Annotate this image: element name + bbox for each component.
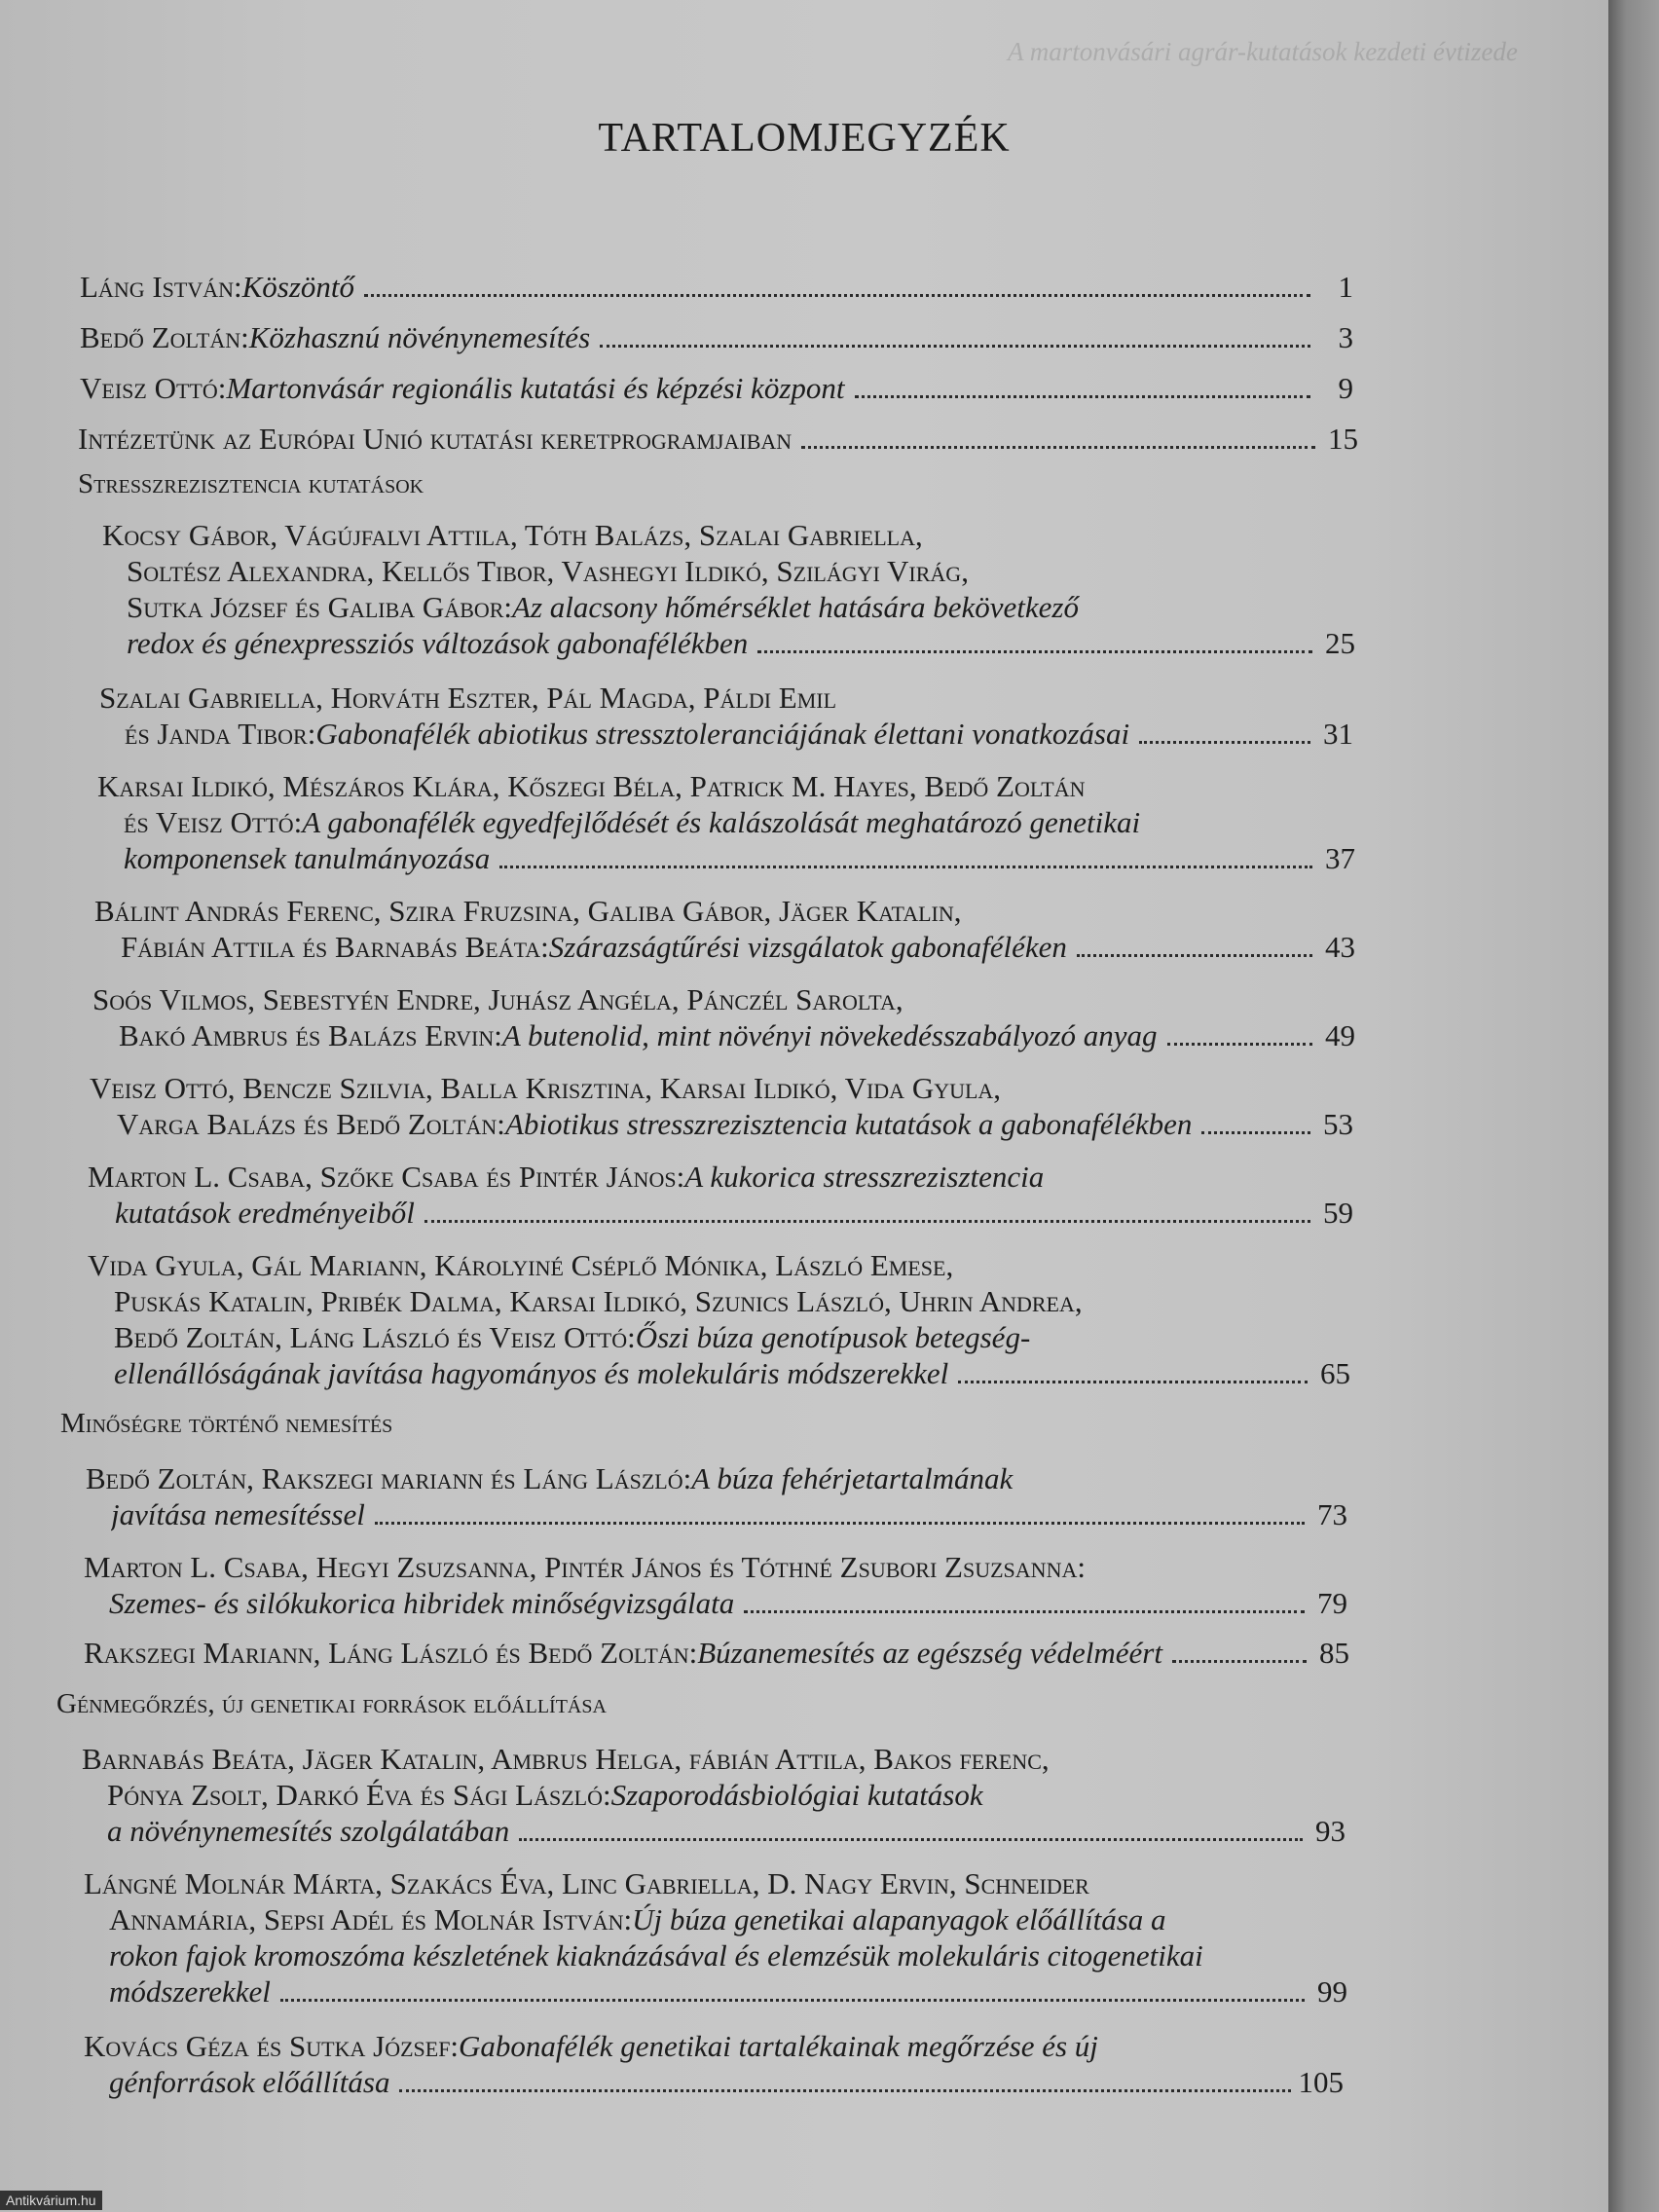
entry-authors: Intézetünk az Európai Unió kutatási keretprogramjaiban [78,422,793,456]
section-label: Génmegőrzés, új genetikai források előállítása [56,1688,607,1719]
entry-title: rokon fajok kromoszóma készletének kiaknázásával és elemzésük molekuláris citogenetikai [109,1938,1203,1972]
toc-entry-line [90,1067,1355,1106]
entry-title: redox és génexpressziós változások gabonafélékben [127,626,749,660]
entry-title: Új búza genetikai alapanyagok előállítása a [632,1902,1166,1936]
entry-authors: és Veisz Ottó: [124,805,303,839]
toc-entry-line [109,1935,1394,1973]
toc-entry-line [114,1316,1399,1355]
toc-entry[interactable] [109,1971,1347,2009]
entry-page: 65 [1320,1356,1350,1390]
entry-authors: Fábián Attila és Barnabás Beáta: [121,930,549,964]
entry-page: 59 [1323,1196,1353,1230]
entry-page: 43 [1325,930,1355,964]
entry-title: Martonvásár regionális kutatási és képzési központ [226,371,845,405]
entry-authors: Puskás Katalin, Pribék Dalma, Karsai Ildikó, Szunics László, Uhrin Andrea, [114,1284,1083,1318]
toc-entry-line [88,1156,1373,1195]
entry-authors: Szalai Gabriella, Horváth Eszter, Pál Magda, Páldi Emil [99,681,837,715]
entry-title: A butenolid, mint növényi növekedésszabályozó anyag [501,1018,1158,1052]
entry-authors: Soltész Alexandra, Kellős Tibor, Vashegyi Ildikó, Szilágyi Virág, [127,554,969,588]
toc-entry[interactable] [78,418,1358,457]
entry-page: 99 [1317,1974,1347,2009]
entry-authors: Kovács Géza és Sutka József: [84,2029,460,2063]
entry-authors: Karsai Ildikó, Mészáros Klára, Kőszegi Béla, Patrick M. Hayes, Bedő Zoltán [97,769,1086,803]
entry-title: A gabonafélék egyedfejlődését és kalászolását meghatározó genetikai [302,805,1141,839]
entry-authors: Barnabás Beáta, Jäger Katalin, Ambrus Helga, fábián Attila, Bakos ferenc, [82,1742,1050,1776]
toc-entry-line [86,1457,1371,1496]
entry-title: javítása nemesítéssel [111,1497,365,1531]
entry-title: Abiotikus stresszrezisztencia kutatások a gabonafélékben [504,1107,1193,1141]
toc-entry[interactable] [107,1810,1346,1849]
section-label: Minőségre történő nemesítés [60,1408,393,1439]
entry-title: A kukorica stresszrezisztencia [684,1160,1045,1194]
entry-authors: Pónya Zsolt, Darkó Éva és Sági László: [107,1778,611,1812]
toc-entry-line [99,677,1365,716]
entry-page: 31 [1323,717,1353,751]
entry-page: 3 [1338,320,1353,354]
toc-entry[interactable] [115,1192,1353,1231]
entry-title: A búza fehérjetartalmának [691,1461,1014,1495]
entry-title: Szaporodásbiológiai kutatások [610,1778,983,1812]
entry-title: Szárazságtűrési vizsgálatok gabonaféléken [548,930,1067,964]
toc-entry[interactable] [109,2061,1344,2100]
toc-entry[interactable] [125,713,1353,752]
entry-title: Szemes- és silókukorica hibridek minőségvizsgálata [109,1586,735,1620]
entry-page: 53 [1323,1107,1353,1141]
toc-entry[interactable] [117,1103,1353,1142]
watermark: Antikvárium.hu [0,2191,102,2210]
entry-authors: Veisz Ottó, Bencze Szilvia, Balla Krisztina, Karsai Ildikó, Vida Gyula, [90,1071,1002,1105]
toc-entry-line [84,1546,1369,1585]
toc-entry[interactable] [109,1582,1347,1621]
entry-authors: Bedő Zoltán: [80,320,249,354]
section-label: Stresszrezisztencia kutatások [78,468,424,499]
toc-entry-line [92,978,1358,1017]
toc-entry-line [107,1774,1392,1813]
entry-authors: Láng István: [80,270,242,304]
entry-page: 49 [1325,1018,1355,1052]
entry-authors: Sutka József és Galiba Gábor: [127,590,513,624]
toc-entry-line [127,586,1373,625]
toc-entry-line [97,765,1382,804]
toc-entry-line [88,1244,1373,1283]
section-heading [56,1682,1225,1721]
entry-authors: Marton L. Csaba, Hegyi Zsuzsanna, Pintér János és Tóthné Zsubori Zsuzsanna: [84,1550,1086,1584]
toc-entry-line [94,890,1360,929]
toc-entry[interactable] [80,266,1353,305]
entry-authors: Soós Vilmos, Sebestyén Endre, Juhász Angéla, Pánczél Sarolta, [92,982,903,1016]
entry-title: génforrások előállítása [109,2065,390,2099]
entry-page: 15 [1328,422,1358,456]
toc-entry-line [124,801,1389,840]
toc-entry-line [102,514,1368,553]
book-spine-edge [1608,0,1659,2212]
entry-authors: és Janda Tibor: [125,717,316,751]
entry-title: Közhasznú növénynemesítés [248,320,591,354]
entry-title: Őszi búza genotípusok betegség- [635,1320,1031,1354]
entry-authors: Vida Gyula, Gál Mariann, Károlyiné Cséplő Mónika, László Emese, [88,1248,954,1282]
entry-page: 25 [1325,626,1355,660]
entry-page: 85 [1319,1636,1349,1670]
toc-entry[interactable] [84,1632,1349,1671]
entry-authors: Varga Balázs és Bedő Zoltán: [117,1107,505,1141]
toc-entry-line [82,1738,1367,1777]
toc-entry-line [114,1280,1399,1319]
entry-authors: Rakszegi Mariann, Láng László és Bedő Zoltán: [84,1636,698,1670]
section-heading [60,1402,1229,1441]
entry-title: ellenállóságának javítása hagyományos és molekuláris módszerekkel [114,1356,949,1390]
entry-authors: Veisz Ottó: [80,371,227,405]
toc-entry-line [127,550,1373,589]
entry-title: Gabonafélék abiotikus stressztoleranciájának élettani vonatkozásai [315,717,1130,751]
entry-authors: Bedő Zoltán, Rakszegi mariann és Láng László: [86,1461,692,1495]
toc-entry[interactable] [114,1352,1350,1391]
entry-page: 105 [1298,2065,1344,2099]
entry-page: 93 [1315,1814,1346,1848]
toc-entry-line [84,1862,1369,1901]
toc-entry[interactable] [80,316,1353,355]
page-title: TARTALOMJEGYZÉK [598,116,1011,161]
entry-authors: Marton L. Csaba, Szőke Csaba és Pintér János: [88,1160,685,1194]
entry-title: a növénynemesítés szolgálatában [107,1814,510,1848]
toc-entry[interactable] [127,622,1355,661]
entry-authors: Bakó Ambrus és Balázs Ervin: [119,1018,502,1052]
entry-authors: Kocsy Gábor, Vágújfalvi Attila, Tóth Balázs, Szalai Gabriella, [102,518,923,552]
entry-title: Gabonafélék genetikai tartalékainak megőrzése és új [459,2029,1098,2063]
entry-title: kutatások eredményeiből [115,1196,415,1230]
toc-entry[interactable] [111,1493,1347,1532]
running-head: A martonvásári agrár-kutatások kezdeti évtizede [1008,37,1518,66]
entry-title: komponensek tanulmányozása [124,841,491,875]
entry-title: Köszöntő [241,270,355,304]
toc-entry-line [109,1899,1394,1937]
entry-authors: Bálint András Ferenc, Szira Fruzsina, Galiba Gábor, Jäger Katalin, [94,894,962,928]
entry-authors: Bedő Zoltán, Láng László és Veisz Ottó: [114,1320,636,1354]
toc-entry[interactable] [119,1014,1355,1053]
entry-page: 79 [1317,1586,1347,1620]
entry-title: Búzanemesítés az egészség védelméért [697,1636,1162,1670]
entry-title: módszerekkel [109,1974,271,2009]
entry-page: 9 [1338,371,1353,405]
entry-page: 37 [1325,841,1355,875]
toc-entry[interactable] [80,367,1353,406]
entry-page: 73 [1317,1497,1347,1531]
toc-entry[interactable] [124,837,1355,876]
toc-entry[interactable] [121,926,1355,965]
entry-page: 1 [1338,270,1353,304]
toc-entry-line [84,2025,1369,2064]
entry-authors: Lángné Molnár Márta, Szakács Éva, Linc Gabriella, D. Nagy Ervin, Schneider [84,1866,1089,1900]
section-heading [78,462,1246,501]
entry-authors: Annamária, Sepsi Adél és Molnár István: [109,1902,633,1936]
entry-title: Az alacsony hőmérséklet hatására bekövetkező [512,590,1079,624]
